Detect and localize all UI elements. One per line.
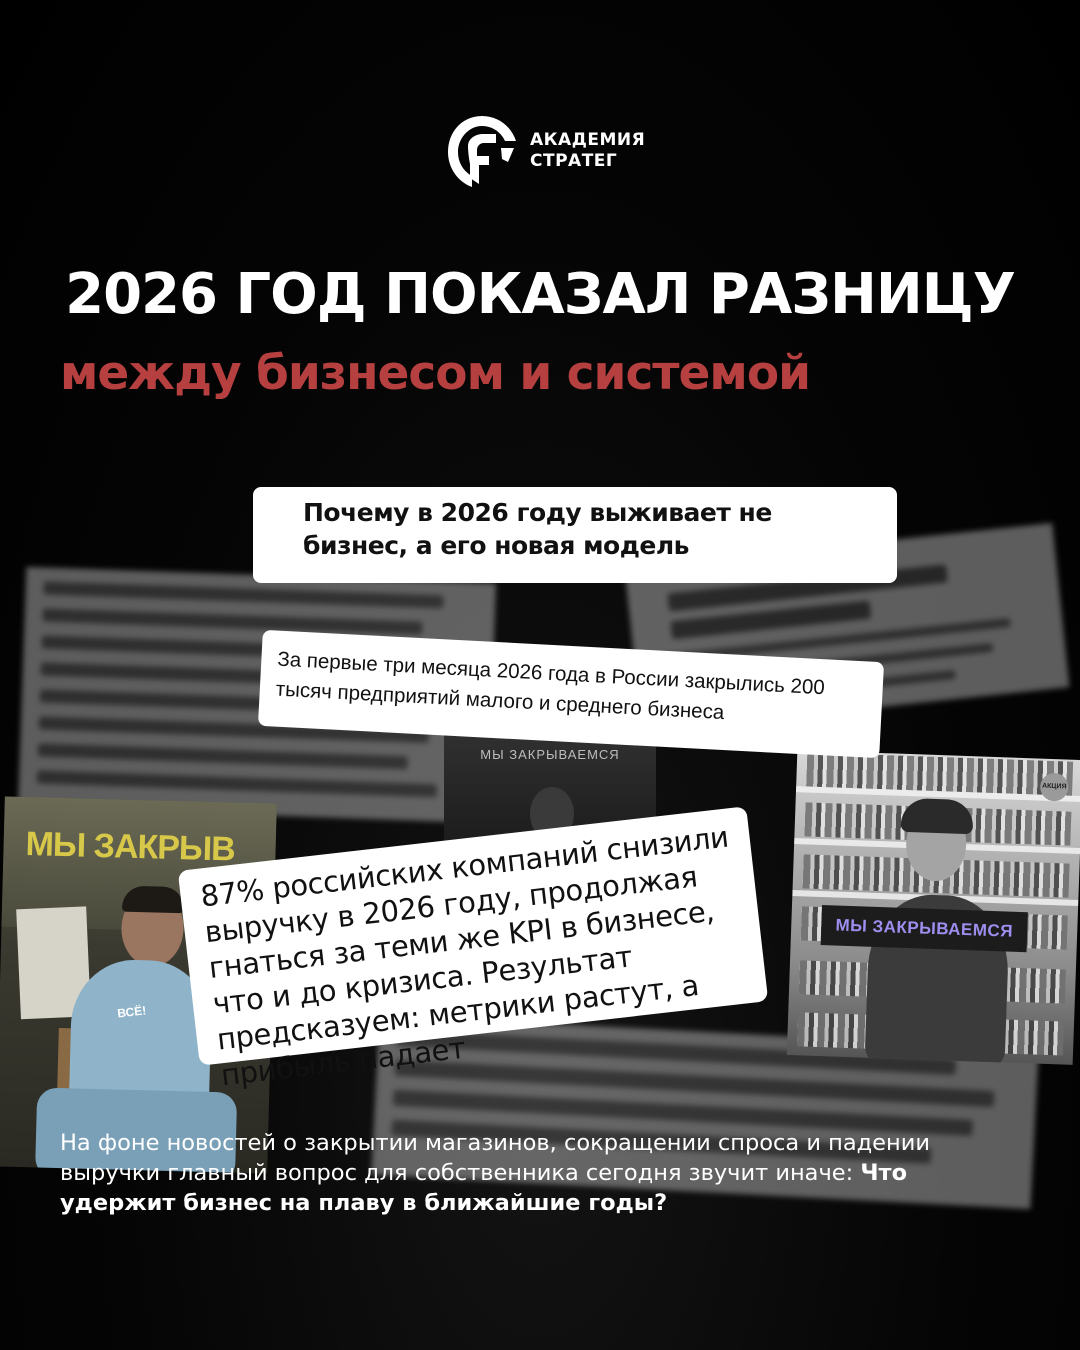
stat-card-text: 87% российских компаний снизили выручку в 2026 году, продолжая гнаться за теми же KPI в бизнесе, что и до кризиса. Результат предсказуем: метрики растут, а прибыль падает: [198, 819, 731, 1093]
brand-name: [530, 130, 645, 172]
headline-card: [253, 487, 897, 583]
spartan-helmet-icon: [444, 112, 520, 190]
headline-card-text: Почему в 2026 году выживает не бизнес, а его новая модель: [303, 498, 772, 560]
news-card-text: За первые три месяца 2026 года в России закрылись 200 тысяч предприятий малого и среднего бизнеса: [275, 647, 826, 725]
photo-middle-caption: МЫ ЗАКРЫВАЕМСЯ: [480, 747, 620, 762]
brand-name-line1: АКАДЕМИЯ: [530, 130, 646, 150]
photo-closing-store-woman-right: [787, 750, 1080, 1065]
footer-emphasis: Что удержит бизнес на плаву в ближайшие годы?: [60, 1160, 908, 1216]
photo-right-caption: МЫ ЗАКРЫВАЕМСЯ: [821, 905, 1028, 952]
photo-right-badge: АКЦИЯ: [1040, 773, 1069, 802]
footer-text: На фоне новостей о закрытии магазинов, сокращении спроса и падении выручки главный вопрос для собственника сегодня звучит иначе:: [60, 1130, 930, 1186]
page-title: 2026 ГОД ПОКАЗАЛ РАЗНИЦУ: [65, 262, 1015, 327]
photo-left-caption: МЫ ЗАКРЫВ: [25, 825, 236, 869]
brand-name-line2: СТРАТЕГ: [530, 151, 618, 171]
footer-paragraph: [60, 1128, 1020, 1218]
brand-logo: [444, 112, 645, 190]
photo-left-sign: ВСЁ!: [116, 1003, 147, 1021]
page-subtitle: между бизнесом и системой: [60, 346, 811, 401]
